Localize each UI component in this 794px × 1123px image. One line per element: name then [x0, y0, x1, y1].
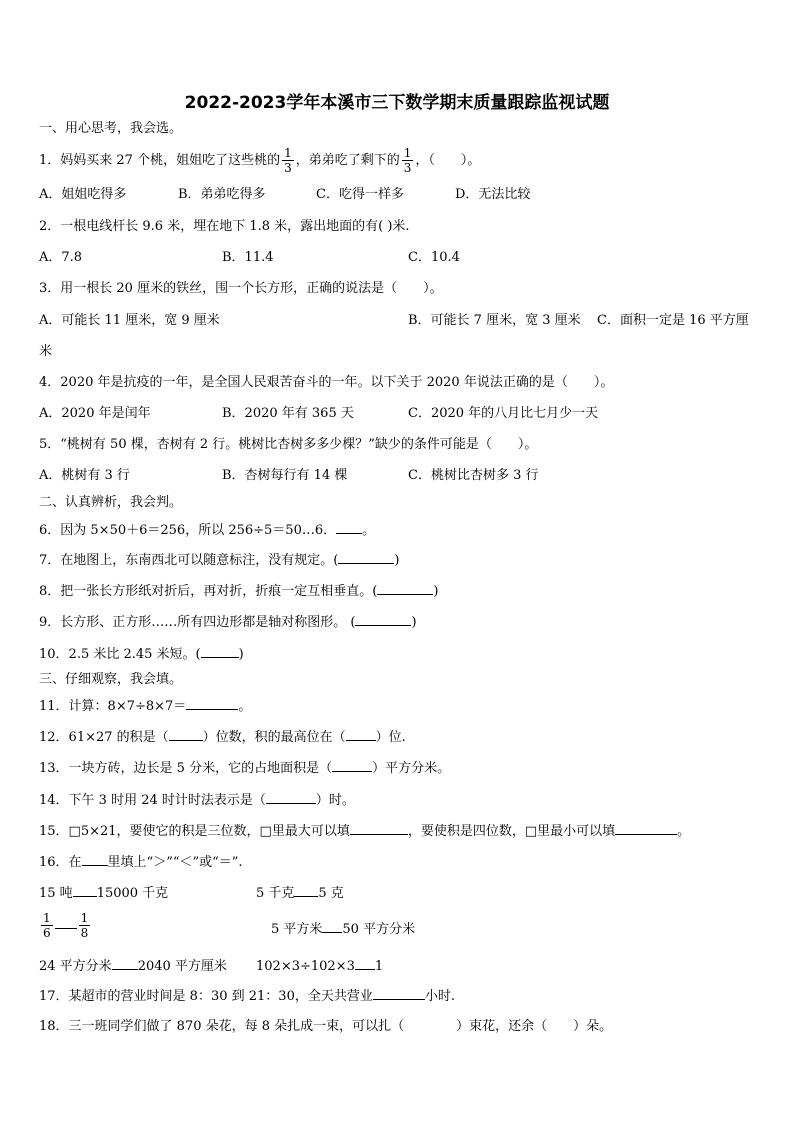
answer-blank[interactable] — [332, 759, 372, 772]
compare-blank[interactable] — [55, 916, 77, 929]
compare-blank[interactable] — [355, 957, 375, 970]
q5-option-a: A．桃树有 3 行 — [39, 468, 130, 483]
answer-blank — [82, 853, 108, 866]
q3-option-b: B．可能长 7 厘米，宽 3 厘米 — [408, 313, 581, 328]
question-17: 17．某超市的营业时间是 8：30 到 21：30，全天共营业 小时. — [39, 989, 455, 1004]
answer-blank[interactable] — [615, 822, 677, 835]
q1-option-b: B．弟弟吃得多 — [178, 187, 266, 202]
answer-blank[interactable] — [350, 822, 408, 835]
q16-row-1-left: 15 吨 15000 千克 — [39, 886, 169, 901]
fraction-one-eighth: $\frac{1}{8}$ — [80, 911, 89, 940]
question-10: 10．2.5 米比 2.45 米短。( ) — [39, 647, 244, 662]
answer-blank[interactable] — [169, 728, 203, 741]
question-1: 1．妈妈买来 27 个桃，姐姐吃了这些桃的 $\frac{1}{3}$ ，弟弟吃了剩下的 $\frac{1}{3}$ ，（ ）。 — [39, 146, 481, 175]
question-13: 13．一块方砖，边长是 5 分米，它的占地面积是（ ）平方分米。 — [39, 761, 451, 776]
answer-blank[interactable] — [355, 613, 411, 626]
q16-row-3-right: 102×3÷102×3 1 — [256, 959, 384, 974]
answer-blank[interactable] — [201, 645, 239, 658]
compare-blank[interactable] — [112, 957, 138, 970]
answer-blank[interactable] — [338, 551, 394, 564]
q1-option-d: D．无法比较 — [455, 187, 531, 202]
answer-blank[interactable] — [186, 697, 238, 710]
answer-blank[interactable] — [336, 521, 362, 534]
answer-blank[interactable] — [266, 791, 316, 804]
q5-option-c: C．桃树比杏树多 3 行 — [408, 468, 539, 483]
question-18: 18．三一班同学们做了 870 朵花，每 8 朵扎成一束，可以扎（ ）束花，还余（ ）朵。 — [39, 1019, 613, 1034]
question-6: 6．因为 5×50＋6＝256，所以 256÷5＝50…6． 。 — [39, 523, 376, 538]
q5-option-b: B．杏树每行有 14 棵 — [222, 468, 348, 483]
compare-blank[interactable] — [73, 884, 97, 897]
q16-row-3-left: 24 平方分米 2040 平方厘米 — [39, 959, 227, 974]
question-2: 2．一根电线杆长 9.6 米，埋在地下 1.8 米，露出地面的有( )米. — [39, 219, 410, 234]
page-title: 2022-2023学年本溪市三下数学期末质量跟踪监视试题 — [184, 93, 610, 113]
q4-option-b: B．2020 年有 365 天 — [222, 406, 354, 421]
q1-option-a: A．姐姐吃得多 — [39, 187, 127, 202]
section-heading-1: 一、用心思考，我会选。 — [39, 121, 183, 136]
question-7: 7．在地图上，东南西北可以随意标注，没有规定。( ) — [39, 553, 400, 568]
section-heading-3: 三、仔细观察，我会填。 — [39, 672, 183, 687]
q2-option-c: C．10.4 — [408, 250, 460, 265]
question-16: 16．在 里填上“＞”“＜”或“＝”. — [39, 855, 243, 870]
q2-option-b: B．11.4 — [222, 250, 274, 265]
answer-blank[interactable] — [377, 582, 433, 595]
question-12: 12．61×27 的积是（ ）位数，积的最高位在（ ）位. — [39, 730, 406, 745]
question-9: 9．长方形、正方形……所有四边形都是轴对称图形。 ( ) — [39, 615, 417, 630]
answer-blank[interactable] — [373, 987, 425, 1000]
q4-option-a: A．2020 年是闰年 — [39, 406, 151, 421]
compare-blank[interactable] — [322, 920, 342, 933]
q16-row-2-left — [39, 911, 92, 940]
question-11: 11．计算：8×7÷8×7＝ 。 — [39, 699, 252, 714]
question-3: 3．用一根长 20 厘米的铁丝，围一个长方形，正确的说法是（ ）。 — [39, 281, 443, 296]
q2-option-a: A．7.8 — [39, 250, 83, 265]
question-14: 14．下午 3 时用 24 时计时法表示是（ ）时。 — [39, 793, 355, 808]
q1-option-c: C．吃得一样多 — [316, 187, 404, 202]
q4-option-c: C．2020 年的八月比七月少一天 — [408, 406, 599, 421]
fraction-one-third: $\frac{1}{3}$ — [403, 146, 412, 175]
fraction-one-sixth: $\frac{1}{6}$ — [43, 911, 51, 940]
question-1-text: 1．妈妈买来 27 个桃，姐姐吃了这些桃的 — [39, 153, 281, 168]
compare-blank[interactable] — [294, 884, 318, 897]
question-4: 4．2020 年是抗疫的一年，是全国人民艰苦奋斗的一年。以下关于 2020 年说法正确的是（ ）。 — [39, 375, 614, 390]
q3-option-c-wrap: 米 — [39, 344, 53, 359]
q3-option-a: A．可能长 11 厘米，宽 9 厘米 — [39, 313, 220, 328]
question-8: 8．把一张长方形纸对折后，再对折，折痕一定互相垂直。( ) — [39, 584, 439, 599]
q16-row-2-right: 5 平方米 50 平方分米 — [271, 922, 416, 937]
fraction-one-third: $\frac{1}{3}$ — [284, 146, 292, 175]
answer-blank[interactable] — [346, 728, 376, 741]
section-heading-2: 二、认真辨析，我会判。 — [39, 495, 183, 510]
question-5: 5．“桃树有 50 棵，杏树有 2 行。桃树比杏树多多少棵？”缺少的条件可能是（ ）。 — [39, 437, 538, 452]
q3-option-c: C．面积一定是 16 平方厘 — [597, 313, 749, 328]
question-15: 15．□5×21，要使它的积是三位数，□里最大可以填 ，要使积是四位数，□里最小可以填 。 — [39, 824, 691, 839]
q16-row-1-right: 5 千克 5 克 — [256, 886, 344, 901]
